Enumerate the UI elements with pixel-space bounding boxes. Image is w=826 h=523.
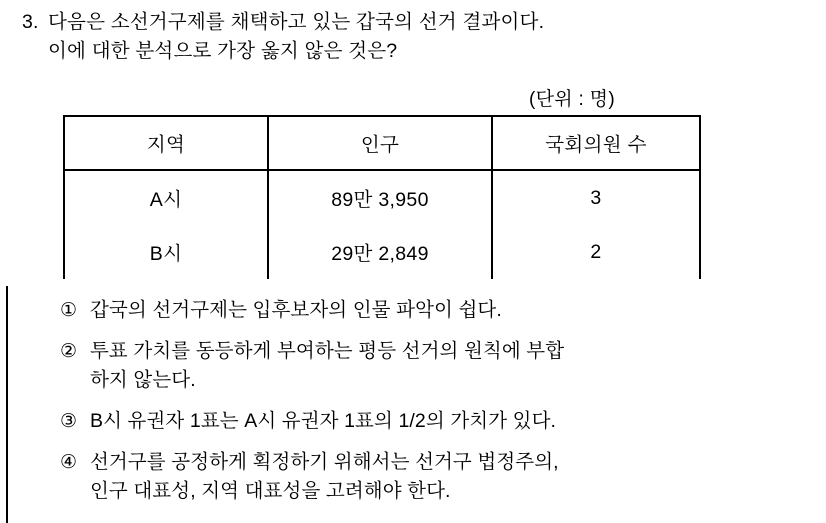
answer-choices bbox=[60, 296, 816, 518]
choice-2-marker: ② bbox=[60, 341, 78, 362]
table-cell-region-b: B시 bbox=[64, 225, 268, 279]
question-number: 3. bbox=[22, 11, 39, 33]
choice-4-line-1: 선거구를 공정하게 획정하기 위해서는 선거구 법정주의, bbox=[90, 451, 559, 473]
choice-1[interactable] bbox=[60, 296, 816, 325]
choice-4-text bbox=[90, 448, 816, 506]
table-row bbox=[64, 225, 700, 279]
choice-1-text bbox=[90, 296, 816, 325]
table-cell-population-a: 89만 3,950 bbox=[268, 170, 492, 225]
choice-2-text bbox=[90, 337, 816, 395]
table-header-row bbox=[64, 116, 700, 170]
election-result-table bbox=[63, 115, 699, 279]
choice-1-line-1: 갑국의 선거구제는 입후보자의 인물 파악이 쉽다. bbox=[90, 299, 502, 321]
table-unit-label: (단위 : 명) bbox=[529, 89, 615, 110]
table-header-region: 지역 bbox=[64, 116, 268, 170]
choice-3-marker: ③ bbox=[60, 411, 78, 432]
table-cell-seats-b: 2 bbox=[492, 225, 700, 279]
choice-2-line-2: 하지 않는다. bbox=[90, 369, 196, 391]
question-stem-line-2: 이에 대한 분석으로 가장 옳지 않은 것은? bbox=[48, 40, 398, 62]
table-header-population: 인구 bbox=[268, 116, 492, 170]
left-margin-rule bbox=[6, 286, 8, 523]
table-row bbox=[64, 170, 700, 225]
choice-4[interactable] bbox=[60, 448, 816, 506]
choice-2-line-1: 투표 가치를 동등하게 부여하는 평등 선거의 원칙에 부합 bbox=[90, 340, 565, 362]
question-stem-line-1: 다음은 소선거구제를 채택하고 있는 갑국의 선거 결과이다. bbox=[48, 11, 545, 33]
choice-3-line-1: B시 유권자 1표는 A시 유권자 1표의 1/2의 가치가 있다. bbox=[90, 410, 557, 432]
table-header-seats: 국회의원 수 bbox=[492, 116, 700, 170]
choice-1-marker: ① bbox=[60, 300, 78, 321]
table-cell-region-a: A시 bbox=[64, 170, 268, 225]
table-cell-seats-a: 3 bbox=[492, 170, 700, 225]
choice-3[interactable] bbox=[60, 407, 816, 436]
choice-3-text bbox=[90, 407, 816, 436]
choice-2[interactable] bbox=[60, 337, 816, 395]
question-stem bbox=[22, 8, 812, 66]
question-stem-first-line bbox=[22, 8, 812, 37]
choice-4-line-2: 인구 대표성, 지역 대표성을 고려해야 한다. bbox=[90, 480, 451, 502]
choice-4-marker: ④ bbox=[60, 452, 78, 473]
table-cell-population-b: 29만 2,849 bbox=[268, 225, 492, 279]
